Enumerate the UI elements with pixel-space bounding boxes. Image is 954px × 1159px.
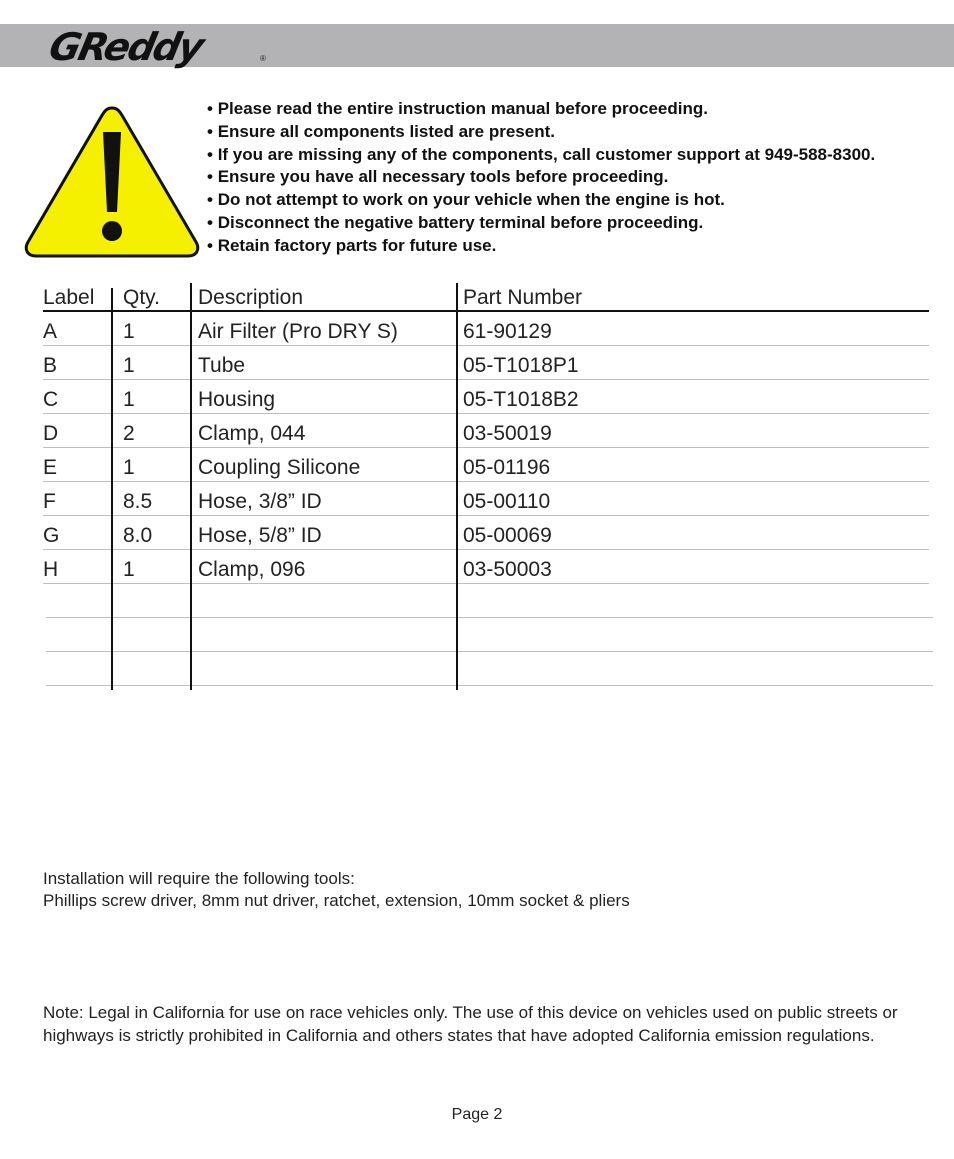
header-description: Description [198,286,304,309]
table-row [43,583,929,584]
table-row [43,481,929,482]
page-number: Page 2 [451,1106,503,1123]
warning-item: • Disconnect the negative battery terminal before proceeding. [207,212,875,235]
cell-description: Housing [198,388,276,411]
column-divider [456,283,458,690]
cell-qty: 1 [123,558,135,581]
cell-label: F [43,490,56,513]
cell-qty: 1 [123,388,135,411]
cell-description: Coupling Silicone [198,456,361,479]
cell-part-number: 05-00110 [463,490,551,513]
table-row [46,685,933,686]
cell-label: A [43,320,58,343]
warning-item: • If you are missing any of the components, call customer support at 949-588-8300. [207,144,875,167]
header-label: Label [43,286,95,309]
table-row [43,345,929,346]
cell-label: D [43,422,59,445]
tools-list: Phillips screw driver, 8mm nut driver, ratchet, extension, 10mm socket & pliers [43,891,630,910]
cell-description: Tube [198,354,246,377]
warning-item: • Please read the entire instruction manual before proceeding. [207,98,875,121]
table-row [43,515,929,516]
warning-item: • Retain factory parts for future use. [207,235,875,258]
cell-description: Air Filter (Pro DRY S) [198,320,398,343]
table-row [43,549,929,550]
registered-mark: ® [260,54,266,63]
cell-part-number: 05-00069 [463,524,552,547]
cell-qty: 1 [123,456,135,479]
column-divider [190,283,192,690]
cell-part-number: 05-T1018B2 [463,388,579,411]
table-row [43,447,929,448]
cell-qty: 8.5 [123,490,153,513]
cell-label: C [43,388,59,411]
warning-item: • Do not attempt to work on your vehicle when the engine is hot. [207,189,875,212]
cell-part-number: 05-T1018P1 [463,354,579,377]
warning-item: • Ensure all components listed are present. [207,121,875,144]
cell-label: E [43,456,58,479]
warning-item: • Ensure you have all necessary tools before proceeding. [207,166,875,189]
table-row [46,617,933,618]
legal-note: Note: Legal in California for use on race vehicles only. The use of this device on vehicles used on public streets or highways is strictly prohibited in California and others states that have adopted California emission regulations. [43,1003,898,1045]
cell-label: H [43,558,59,581]
table-row [46,651,933,652]
cell-label: G [43,524,60,547]
cell-part-number: 05-01196 [463,456,551,479]
cell-label: B [43,354,58,377]
cell-qty: 1 [123,354,135,377]
cell-qty: 2 [123,422,135,445]
table-row [43,413,929,414]
cell-description: Hose, 5/8” ID [198,524,322,547]
table-row [43,379,929,380]
cell-description: Clamp, 096 [198,558,306,581]
logo-wordmark: GReddy [45,25,207,69]
cell-description: Clamp, 044 [198,422,306,445]
cell-part-number: 03-50019 [463,422,552,445]
column-divider [111,288,113,690]
tools-section [43,868,630,912]
cell-qty: 1 [123,320,135,343]
header-part-number: Part Number [463,286,583,309]
tools-heading: Installation will require the following tools: [43,869,355,888]
cell-description: Hose, 3/8” ID [198,490,322,513]
header-qty: Qty. [123,286,160,309]
cell-part-number: 03-50003 [463,558,552,581]
cell-qty: 8.0 [123,524,153,547]
header-divider [43,310,929,312]
cell-part-number: 61-90129 [463,320,552,343]
